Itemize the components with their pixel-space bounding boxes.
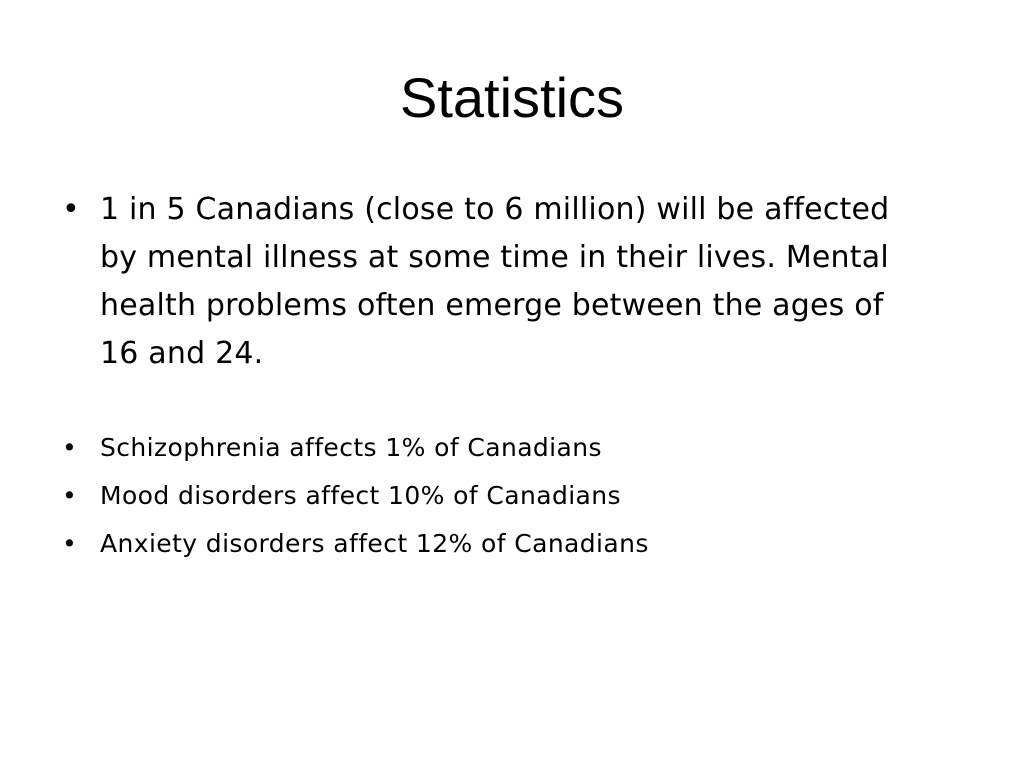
bullet-icon: • [62,192,80,227]
bullet-text: 1 in 5 Canadians (close to 6 million) will be affected by mental illness at some time in their lives. Mental health problems often emerge between the ages of 16 and 24. [100,192,890,371]
bullet-item-mood-disorders [62,472,922,520]
slide-title: Statistics [399,66,625,129]
bullet-item-schizophrenia [62,424,922,472]
bullet-icon: • [62,529,78,558]
bullet-text: Mood disorders affect 10% of Canadians [100,481,621,510]
bullet-text: Schizophrenia affects 1% of Canadians [100,433,602,462]
bullet-icon: • [62,433,78,462]
bullet-text: Anxiety disorders affect 12% of Canadians [100,529,649,558]
bullet-icon: • [62,481,78,510]
bullet-list [62,186,922,568]
bullet-item-anxiety-disorders [62,520,922,568]
bullet-item-canadians-affected [62,186,922,378]
